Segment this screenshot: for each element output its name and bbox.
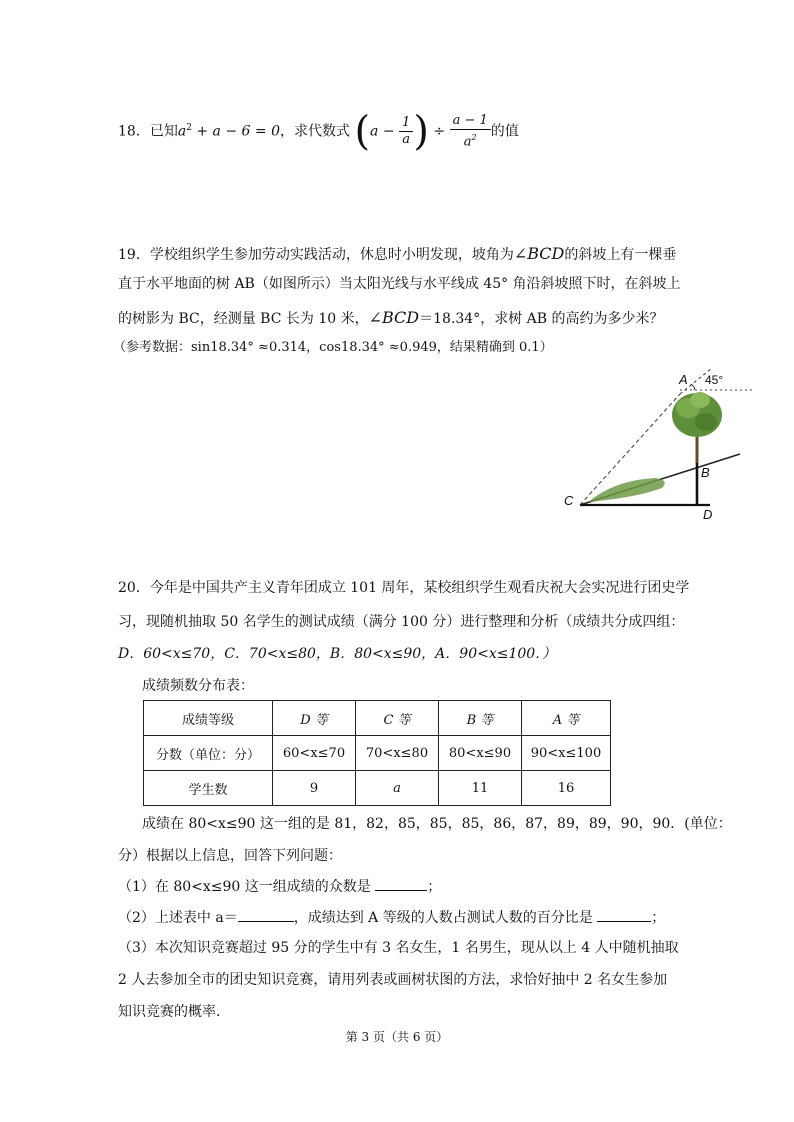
answer-blank-mode[interactable] xyxy=(375,890,427,891)
q20-sub-question-1 xyxy=(118,877,441,897)
q19-figure xyxy=(560,360,760,525)
q20-sub3-line-1: （3）本次知识竞赛超过 95 分的学生中有 3 名女生，1 名男生，现从以上 4 人中随机抽取 xyxy=(118,940,679,956)
table-header-row xyxy=(144,701,611,736)
label-45-degree: 45° xyxy=(705,373,724,387)
q20-data-line-2: 分）根据以上信息，回答下列问题： xyxy=(118,848,342,864)
q19-angle-2: ∠BCD xyxy=(368,308,420,327)
q18-f1-denominator: a xyxy=(402,132,411,148)
q19-line-3 xyxy=(118,308,664,329)
q18-number: 18． xyxy=(118,123,150,140)
q18-fraction-1 xyxy=(399,115,413,148)
q18-fraction-2 xyxy=(450,113,491,150)
page-footer: 第 3 页（共 6 页） xyxy=(345,1030,449,1044)
q18-paren-right: ) xyxy=(413,108,429,155)
angle-arc xyxy=(691,384,695,390)
q18-text-c: 的值 xyxy=(490,123,519,140)
q19-line3a: 的树影为 BC，经测量 BC 长为 10 米， xyxy=(118,311,369,327)
q18-paren-left: ( xyxy=(354,108,371,155)
q18-text-b: ，求代数式 xyxy=(279,123,350,140)
table-cell: 分数（单位：分） xyxy=(144,736,273,771)
table-cell: 学生数 xyxy=(144,771,273,806)
q20-sub1-text: （1）在 80<x≤90 这一组成绩的众数是 xyxy=(118,879,371,895)
table-cell: a xyxy=(356,771,439,806)
q18-eq-exp: 2 xyxy=(186,123,192,133)
q18-expr-a: a − xyxy=(370,123,395,140)
q19-line-2: 直于水平地面的树 AB（如图所示）当太阳光线与水平线成 45° 角沿斜坡照下时，在斜坡上 xyxy=(118,276,681,292)
tree-shadow-on-slope xyxy=(588,478,665,502)
q20-line-3: D．60<x≤70，C．70<x≤80，B．80<x≤90，A．90<x≤100．） xyxy=(118,646,557,662)
table-header-cell: B 等 xyxy=(439,701,522,736)
q20-sub3-line-2: 2 人去参加全市的团史知识竞赛，请用列表或画树状图的方法，求恰好抽中 2 名女生参加 xyxy=(118,972,668,988)
table-cell: 80<x≤90 xyxy=(439,736,522,771)
q18-f2-numerator: a − 1 xyxy=(450,113,491,130)
q20-data-line-1: 成绩在 80<x≤90 这一组的是 81，82，85，85，85，86，87，89，89，90，90．(单位： xyxy=(142,816,732,832)
table-cell: 9 xyxy=(273,771,356,806)
table-cell: 60<x≤70 xyxy=(273,736,356,771)
table-header-cell: A 等 xyxy=(522,701,611,736)
table-row xyxy=(144,771,611,806)
answer-blank-percentage[interactable] xyxy=(597,921,651,922)
table-header-cell: C 等 xyxy=(356,701,439,736)
q19-reference-data: （参考数据：sin18.34° ≈0.314，cos18.34° ≈0.949，结果精确到 0.1） xyxy=(113,340,553,355)
q20-sub2-text-a: （2）上述表中 a＝ xyxy=(118,910,238,926)
q20-sub-question-2 xyxy=(118,908,665,928)
table-cell: 16 xyxy=(522,771,611,806)
answer-blank-a[interactable] xyxy=(238,921,294,922)
q19-line1a: 19．学校组织学生参加劳动实践活动，休息时小明发现，坡角为 xyxy=(118,247,514,263)
label-b: B xyxy=(701,465,710,480)
q19-angle-1: ∠BCD xyxy=(513,244,565,263)
q20-sub2-text-b: ，成绩达到 A 等级的人数占测试人数的百分比是 xyxy=(293,910,593,926)
grade-frequency-table xyxy=(143,700,611,806)
tree-shadow xyxy=(695,413,717,431)
table-cell: 11 xyxy=(439,771,522,806)
q18-f2-denominator-wrap xyxy=(450,130,491,150)
q18-f2-den-exp: 2 xyxy=(471,132,477,142)
label-a: A xyxy=(679,372,688,387)
q19-line3b: ＝18.34°，求树 AB 的高约为多少米？ xyxy=(419,311,664,327)
q20-sub2-end: ； xyxy=(651,910,666,926)
q20-line-2: 习，现随机抽取 50 名学生的测试成绩（满分 100 分）进行整理和分析（成绩共分成四组： xyxy=(118,614,685,630)
q20-table-caption: 成绩频数分布表： xyxy=(142,678,254,694)
table-cell: 70<x≤80 xyxy=(356,736,439,771)
q18-text-a: 已知 xyxy=(149,123,178,140)
table-cell: 90<x≤100 xyxy=(522,736,611,771)
label-c: C xyxy=(564,493,574,508)
q18-f1-numerator: 1 xyxy=(399,115,413,132)
q19-line1b: 的斜坡上有一棵垂 xyxy=(564,247,677,263)
label-d: D xyxy=(703,507,713,522)
q18-f2-denominator: a xyxy=(463,134,472,150)
q19-line-1 xyxy=(118,244,676,265)
table-row xyxy=(144,736,611,771)
q18-eq-var: a xyxy=(177,123,187,140)
question-18 xyxy=(118,108,519,155)
q18-eq-rest: + a − 6 = 0 xyxy=(191,123,280,140)
table-header-cell: 成绩等级 xyxy=(144,701,273,736)
q20-sub3-line-3: 知识竞赛的概率． xyxy=(118,1004,230,1020)
tree-highlight-2 xyxy=(690,392,710,408)
q18-divide-sign: ÷ xyxy=(433,123,446,140)
q20-line-1: 20．今年是中国共产主义青年团成立 101 周年，某校组织学生观看庆祝大会实况进行团史学 xyxy=(118,580,690,596)
q20-sub1-end: ； xyxy=(427,879,442,895)
table-header-cell: D 等 xyxy=(273,701,356,736)
